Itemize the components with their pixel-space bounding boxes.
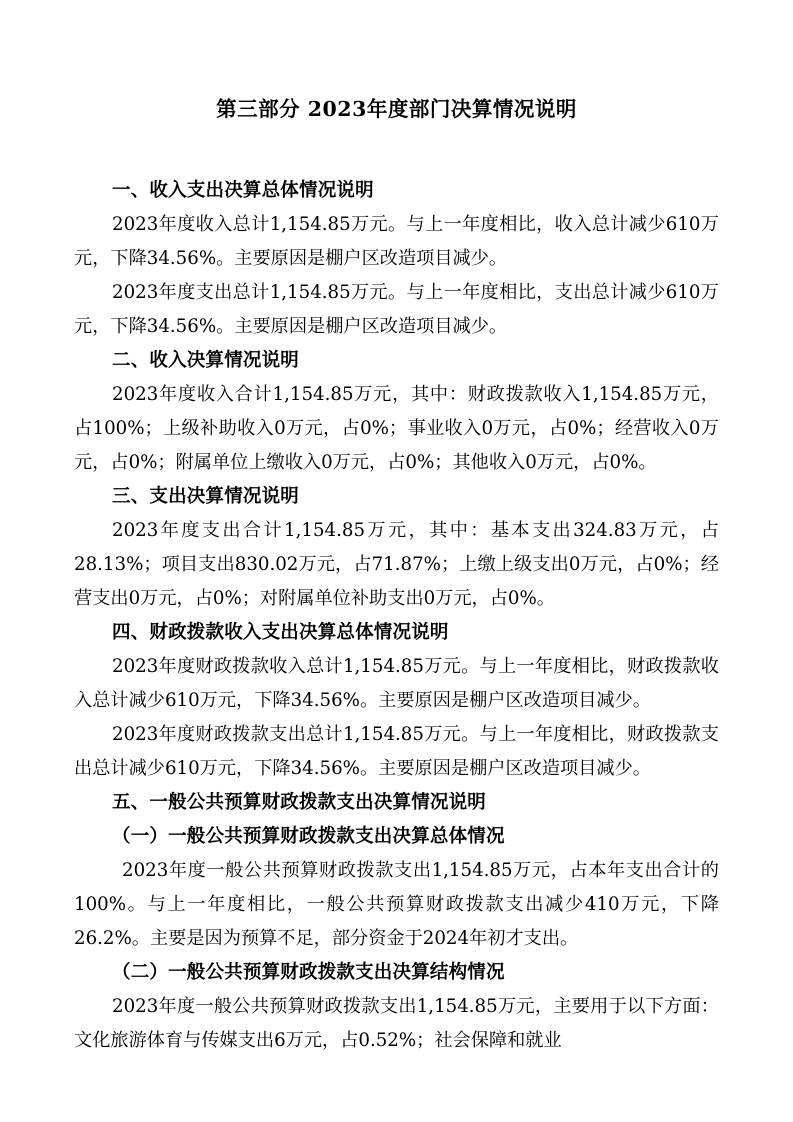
paragraph-general-public-budget-structure: 2023年度一般公共预算财政拨款支出1,154.85万元，主要用于以下方面：文化旅游体育与传媒支出6万元，占0.52%；社会保障和就业	[74, 996, 719, 1051]
paragraph-income-breakdown: 2023年度收入合计1,154.85万元，其中：财政拨款收入1,154.85万元，占100%；上级补助收入0万元，占0%；事业收入0万元，占0%；经营收入0万元，占0%；附属单位上缴收入0万元，占0%；其他收入0万元，占0%。	[74, 384, 719, 473]
paragraph-fiscal-appropriation-income: 2023年度财政拨款收入总计1,154.85万元。与上一年度相比，财政拨款收入总计减少610万元，下降34.56%。主要原因是棚户区改造项目减少。	[74, 656, 719, 711]
subheading-general-public-budget-structure: （二）一般公共预算财政拨款支出决算结构情况	[112, 962, 505, 983]
paragraph-total-income: 2023年度收入总计1,154.85万元。与上一年度相比，收入总计减少610万元，下降34.56%。主要原因是棚户区改造项目减少。	[74, 214, 719, 269]
paragraph-total-expenditure: 2023年度支出总计1,154.85万元。与上一年度相比，支出总计减少610万元，下降34.56%。主要原因是棚户区改造项目减少。	[74, 282, 719, 337]
subheading-general-public-budget-overall: （一）一般公共预算财政拨款支出决算总体情况	[112, 826, 505, 847]
heading-income-final-accounts: 二、收入决算情况说明	[112, 350, 300, 371]
heading-general-public-budget-expenditure: 五、一般公共预算财政拨款支出决算情况说明	[112, 792, 487, 813]
heading-expenditure-final-accounts: 三、支出决算情况说明	[112, 486, 300, 507]
paragraph-general-public-budget-overall: 2023年度一般公共预算财政拨款支出1,154.85万元，占本年支出合计的100%。与上一年度相比，一般公共预算财政拨款支出减少410万元，下降26.2%。主要是因为预算不足，部分资金于2024年初才支出。	[74, 860, 719, 949]
paragraph-expenditure-breakdown: 2023年度支出合计1,154.85万元，其中：基本支出324.83万元，占28.13%；项目支出830.02万元，占71.87%；上缴上级支出0万元，占0%；经营支出0万元，占0%；对附属单位补助支出0万元，占0%。	[74, 520, 719, 609]
heading-income-expenditure-overview: 一、收入支出决算总体情况说明	[112, 180, 374, 201]
page-title: 第三部分 2023年度部门决算情况说明	[216, 97, 577, 121]
heading-fiscal-appropriation-overview: 四、财政拨款收入支出决算总体情况说明	[112, 622, 449, 643]
document-body	[74, 174, 719, 1058]
paragraph-fiscal-appropriation-expenditure: 2023年度财政拨款支出总计1,154.85万元。与上一年度相比，财政拨款支出总计减少610万元，下降34.56%。主要原因是棚户区改造项目减少。	[74, 724, 719, 779]
